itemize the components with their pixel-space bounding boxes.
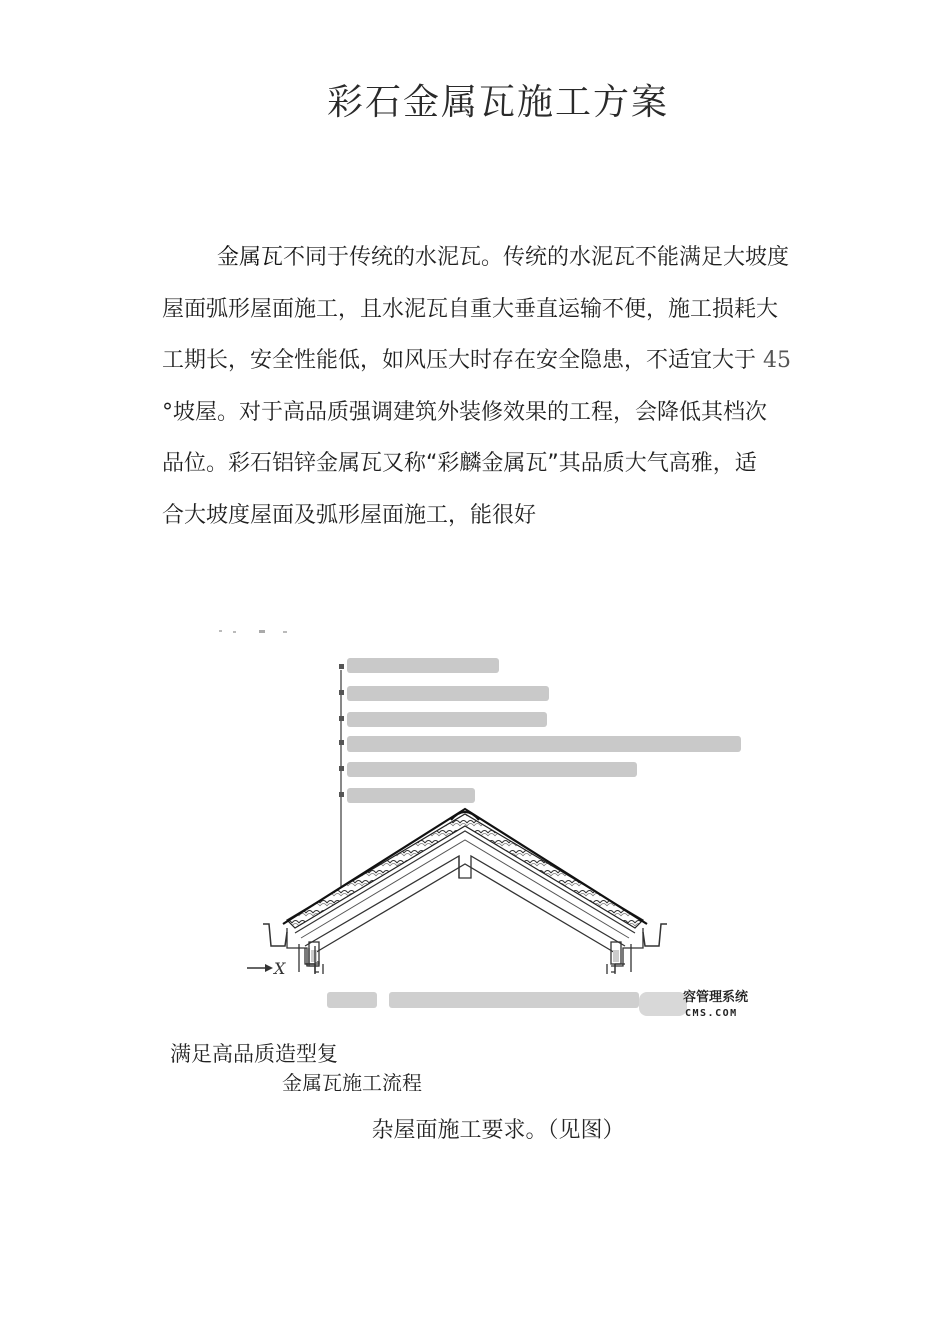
roof-tile-layers: [283, 809, 647, 938]
axis-arrow: [247, 959, 286, 978]
caption-center: 杂屋面施工要求。（见图）: [371, 1118, 625, 1143]
paragraph-line: [162, 232, 834, 284]
blurred-label-3: [347, 712, 547, 727]
blurred-label-1: [347, 658, 499, 673]
watermark-line-2: CMS.COM: [685, 1008, 738, 1019]
caption-sub: 金属瓦施工流程: [282, 1071, 422, 1091]
paragraph-text: 工期长，安全性能低，如风压大时存在安全隐患，不适宜大于: [162, 348, 757, 373]
blurred-label-6: [347, 788, 475, 803]
blurred-layer-labels: [347, 658, 741, 803]
blurred-figure-caption: [327, 992, 687, 1016]
roof-section-figure: [215, 628, 765, 1020]
angle-number: 45: [763, 348, 792, 373]
blurred-label-5: [347, 762, 637, 777]
paragraph-line: 品位。彩石铝锌金属瓦又称“彩麟金属瓦”其品质大气高雅，适: [162, 451, 757, 476]
paragraph-line: 屋面弧形屋面施工，且水泥瓦自重大垂直运输不便，施工损耗大: [162, 296, 779, 322]
body-paragraph: [162, 232, 834, 541]
blurred-label-4: [347, 736, 741, 752]
watermark-line-1: 容管理系统: [683, 990, 749, 1005]
blurred-label-2: [347, 686, 549, 701]
paragraph-line: 合大坡度屋面及弧形屋面施工，能很好: [162, 502, 537, 528]
document-title: 彩石金属瓦施工方案: [326, 82, 669, 123]
paragraph-line: [162, 335, 834, 387]
axis-label: X: [274, 959, 286, 978]
paragraph-text: 不同于传统的水泥瓦。传统的水泥瓦不能满足大坡度: [283, 245, 790, 270]
term-highlight: 金属瓦: [217, 245, 284, 270]
paragraph-line: °坡屋。对于高品质强调建筑外装修效果的工程，会降低其档次: [162, 399, 768, 425]
roof-section-drawing: [215, 628, 765, 1020]
caption-left: 满足高品质造型复: [170, 1042, 338, 1066]
scan-specks: [219, 630, 287, 633]
